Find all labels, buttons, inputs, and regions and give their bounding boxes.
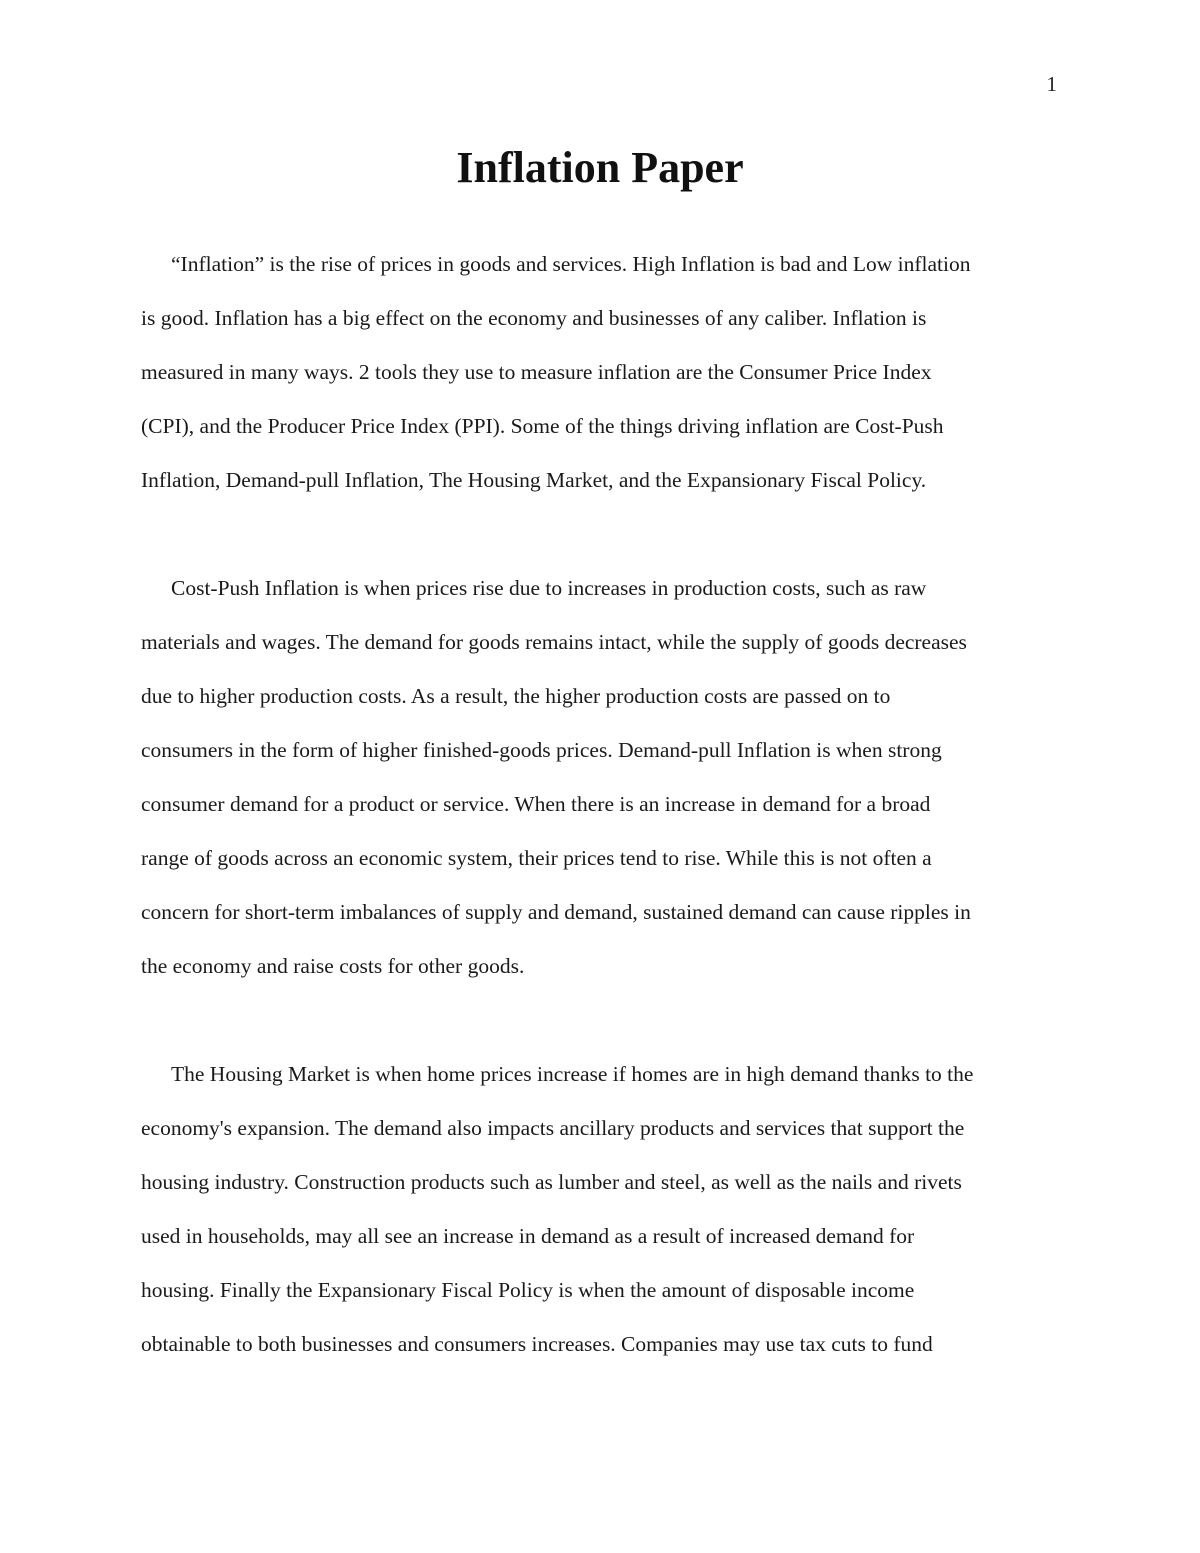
text-line: the economy and raise costs for other goods. (141, 954, 525, 978)
text-line: (CPI), and the Producer Price Index (PPI). Some of the things driving inflation are Cost-Push (141, 414, 944, 438)
paragraph-intro (141, 237, 1053, 507)
paragraph-cost-push (141, 561, 1053, 993)
text-line: materials and wages. The demand for goods remains intact, while the supply of goods decreases (141, 630, 967, 654)
text-line: measured in many ways. 2 tools they use to measure inflation are the Consumer Price Index (141, 360, 932, 384)
text-line: consumers in the form of higher finished-goods prices. Demand-pull Inflation is when strong (141, 738, 942, 762)
text-line: concern for short-term imbalances of supply and demand, sustained demand can cause ripples in (141, 900, 971, 924)
text-line: “Inflation” is the rise of prices in goods and services. High Inflation is bad and Low inflation (171, 252, 971, 276)
text-line: used in households, may all see an increase in demand as a result of increased demand for (141, 1224, 915, 1248)
paragraph-housing-market (141, 1047, 1053, 1371)
text-line: consumer demand for a product or service. When there is an increase in demand for a broad (141, 792, 931, 816)
text-line: obtainable to both businesses and consumers increases. Companies may use tax cuts to fund (141, 1332, 933, 1356)
page-number: 1 (1046, 72, 1057, 96)
text-line: housing. Finally the Expansionary Fiscal Policy is when the amount of disposable income (141, 1278, 915, 1302)
text-line: due to higher production costs. As a result, the higher production costs are passed on to (141, 684, 891, 708)
page-title: Inflation Paper (456, 143, 744, 192)
text-line: economy's expansion. The demand also impacts ancillary products and services that support the (141, 1116, 965, 1140)
text-line: The Housing Market is when home prices increase if homes are in high demand thanks to the (171, 1062, 974, 1086)
text-line: is good. Inflation has a big effect on the economy and businesses of any caliber. Inflation is (141, 306, 927, 330)
text-line: housing industry. Construction products such as lumber and steel, as well as the nails and rivets (141, 1170, 962, 1194)
document-body (141, 237, 1053, 1425)
text-line: Cost-Push Inflation is when prices rise due to increases in production costs, such as raw (171, 576, 927, 600)
text-line: Inflation, Demand-pull Inflation, The Housing Market, and the Expansionary Fiscal Policy. (141, 468, 927, 492)
text-line: range of goods across an economic system, their prices tend to rise. While this is not often a (141, 846, 932, 870)
